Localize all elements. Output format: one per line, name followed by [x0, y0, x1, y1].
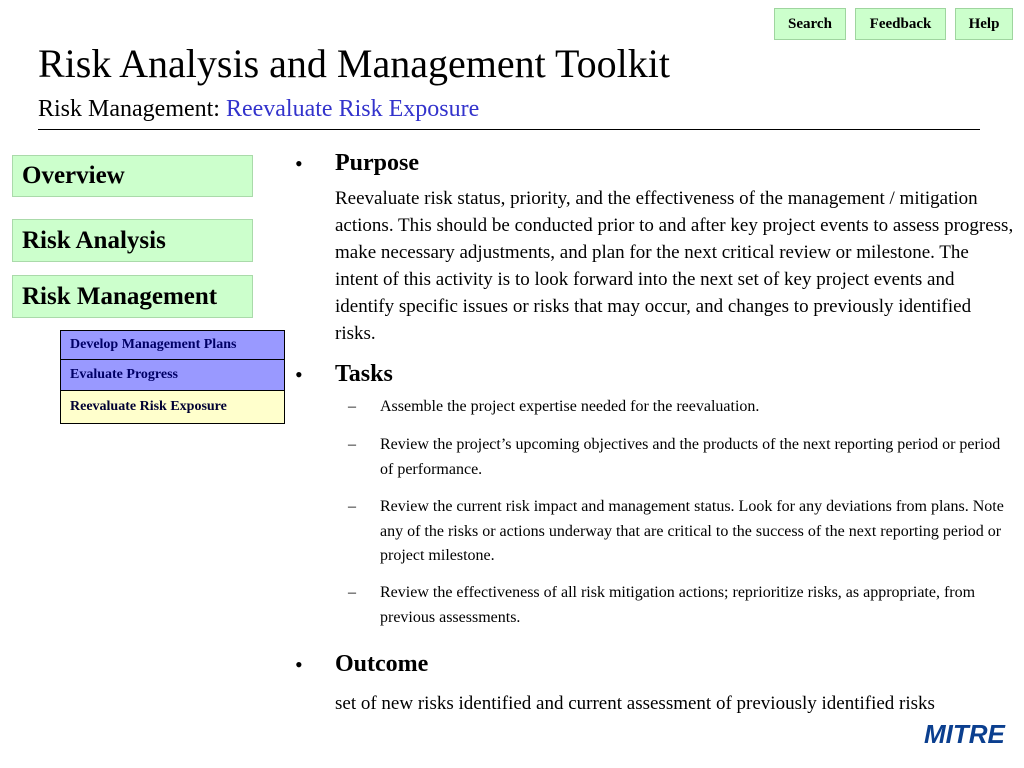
- feedback-button[interactable]: Feedback: [855, 8, 946, 40]
- nav-risk-management-button[interactable]: Risk Management: [12, 275, 253, 318]
- page-subtitle: [38, 95, 479, 123]
- tasks-bullet: •: [295, 362, 303, 387]
- purpose-text: Reevaluate risk status, priority, and the effectiveness of the management / mitigation actions. This should be conducted prior to and after key project events to assess progress, make necessary adjustments, and plan for the next critical review or milestone. The intent of this activity is to look forward into the next set of key project events and identify specific issues or risks that may occur, and changes to previously identified risks.: [335, 188, 1014, 344]
- purpose-heading: Purpose: [335, 150, 419, 176]
- nav-overview-button[interactable]: Overview: [12, 155, 253, 197]
- task-dash: –: [348, 398, 356, 415]
- nav-risk-analysis-button[interactable]: Risk Analysis: [12, 219, 253, 262]
- task-item: Review the effectiveness of all risk mitigation actions; reprioritize risks, as appropriate, from previous assessments.: [380, 584, 976, 626]
- subnav-develop-management-plans[interactable]: Develop Management Plans: [60, 330, 285, 360]
- outcome-heading: Outcome: [335, 651, 429, 677]
- tasks-heading: Tasks: [335, 361, 393, 387]
- task-item: Assemble the project expertise needed for the reevaluation.: [380, 398, 760, 415]
- subnav-reevaluate-risk-exposure[interactable]: Reevaluate Risk Exposure: [60, 391, 285, 424]
- task-dash: –: [348, 584, 356, 601]
- task-item: Review the current risk impact and management status. Look for any deviations from plans. Note any of the risks or actions underway that are critical to the success of the next reporting period or project milestone.: [380, 498, 1004, 564]
- purpose-bullet: •: [295, 151, 303, 176]
- outcome-text: set of new risks identified and current assessment of previously identified risks: [335, 693, 935, 714]
- subtitle-prefix: Risk Management:: [38, 96, 226, 122]
- subtitle-highlight: Reevaluate Risk Exposure: [225, 96, 480, 122]
- outcome-bullet: •: [295, 652, 303, 677]
- task-dash: –: [348, 498, 356, 515]
- task-dash: –: [348, 436, 356, 453]
- header-divider: [38, 129, 980, 130]
- task-item: Review the project’s upcoming objectives and the products of the next reporting period or period of performance.: [380, 436, 1001, 478]
- help-button[interactable]: Help: [955, 8, 1013, 40]
- mitre-logo: MITRE: [924, 719, 1005, 749]
- search-button[interactable]: Search: [774, 8, 846, 40]
- subnav-evaluate-progress[interactable]: Evaluate Progress: [60, 360, 285, 391]
- page-title: Risk Analysis and Management Toolkit: [38, 41, 670, 86]
